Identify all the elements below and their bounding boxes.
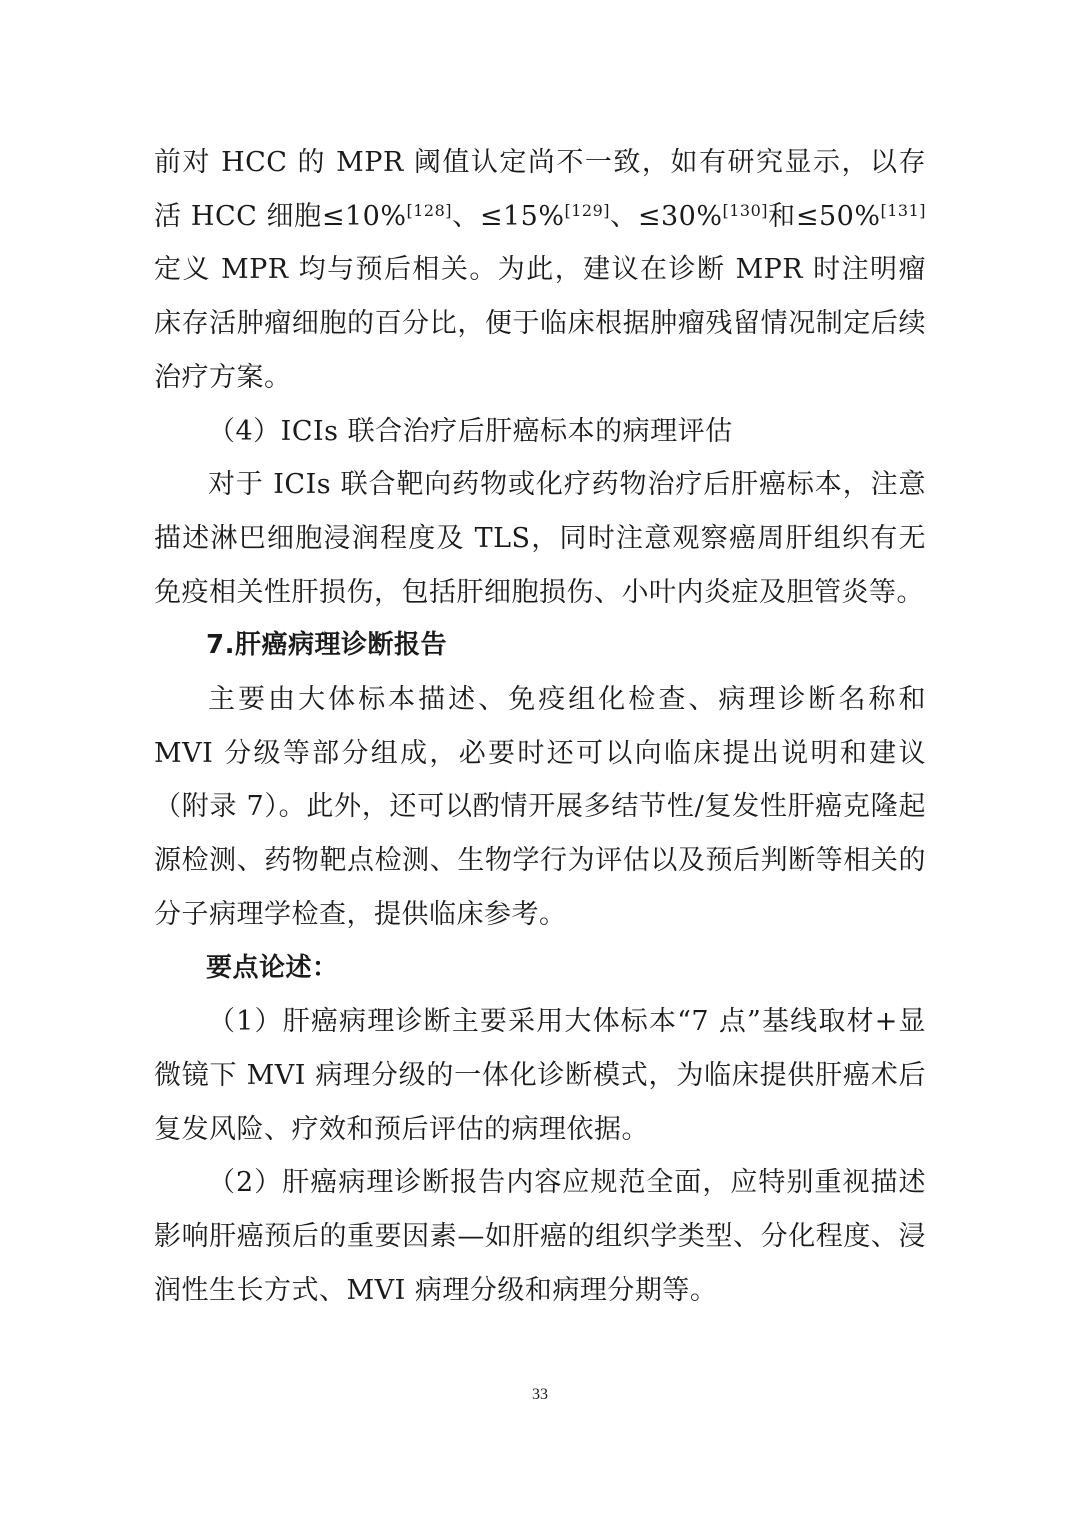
key-point-2: （2）肝癌病理诊断报告内容应规范全面，应特别重视描述影响肝癌预后的重要因素—如肝癌的组织学类型、分化程度、浸润性生长方式、MVI 病理分级和病理分期等。	[154, 1167, 926, 1306]
page-number: 33	[532, 1386, 548, 1403]
citation-128: [128]	[406, 200, 453, 220]
text-run: 前对 HCC 的 MPR 阈值认定尚不一致，如有研究显示，以存活 HCC 细胞≤10%	[154, 147, 926, 232]
citation-129: [129]	[564, 200, 611, 220]
text-run: 、≤15%	[452, 200, 565, 232]
section-heading-pathology-report: 7.肝癌病理诊断报告	[206, 630, 447, 661]
text-run: 定义 MPR 均与预后相关。为此，建议在诊断 MPR 时注明瘤床存活肿瘤细胞的百分比，便于临床根据肿瘤残留情况制定后续治疗方案。	[154, 254, 926, 393]
page-body	[154, 136, 926, 1317]
text-run: 和≤50%	[768, 200, 881, 232]
paragraph-report-components: 主要由大体标本描述、免疫组化检查、病理诊断名称和 MVI 分级等部分组成，必要时还可以向临床提出说明和建议（附录 7）。此外，还可以酌情开展多结节性/复发性肝癌克隆起源检测、药物靶点检测、生物学行为评估以及预后判断等相关的分子病理学检查，提供临床参考。	[154, 684, 926, 930]
key-point-1: （1）肝癌病理诊断主要采用大体标本“7 点”基线取材+显微镜下 MVI 病理分级的一体化诊断模式，为临床提供肝癌术后复发风险、疗效和预后评估的病理依据。	[154, 1006, 926, 1145]
paragraph-mpr-threshold	[154, 136, 926, 405]
text-run: 、≤30%	[610, 200, 723, 232]
paragraph-ici-evaluation: 对于 ICIs 联合靶向药物或化疗药物治疗后肝癌标本，注意描述淋巴细胞浸润程度及 TLS，同时注意观察癌周肝组织有无免疫相关性肝损伤，包括肝细胞损伤、小叶内炎症及胆管炎等。	[154, 469, 926, 608]
citation-131: [131]	[880, 200, 927, 220]
subsection-title-ici: （4）ICIs 联合治疗后肝癌标本的病理评估	[208, 415, 733, 447]
key-points-heading: 要点论述：	[206, 952, 339, 983]
citation-130: [130]	[722, 200, 769, 220]
